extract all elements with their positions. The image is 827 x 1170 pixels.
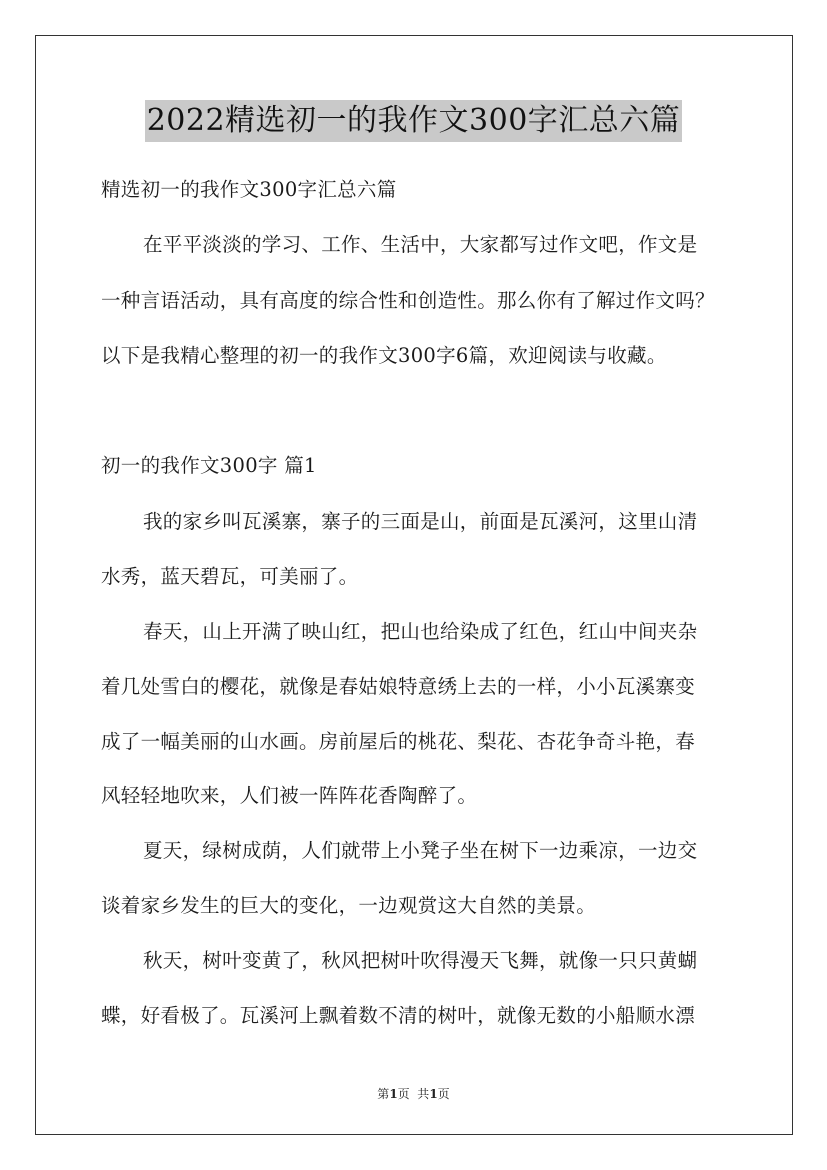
- title-container: [0, 100, 827, 142]
- body-text-line: 一种言语活动，具有高度的综合性和创造性。那么你有了解过作文吗？: [101, 289, 715, 312]
- body-text-line: 水秀，蓝天碧瓦，可美丽了。: [101, 565, 359, 588]
- page-footer: [0, 1085, 827, 1102]
- body-text-line: 夏天，绿树成荫，人们就带上小凳子坐在树下一边乘凉，一边交: [143, 839, 698, 862]
- body-text-line: 春天，山上开满了映山红，把山也给染成了红色，红山中间夹杂: [143, 620, 698, 643]
- body-text-line: 着几处雪白的樱花，就像是春姑娘特意绣上去的一样，小小瓦溪寨变: [101, 675, 696, 698]
- body-text-line: 谈着家乡发生的巨大的变化，一边观赏这大自然的美景。: [101, 894, 597, 917]
- body-text-line: 成了一幅美丽的山水画。房前屋后的桃花、梨花、杏花争奇斗艳，春: [101, 730, 696, 753]
- body-text-line: 初一的我作文300字 篇1: [101, 454, 317, 477]
- body-text-line: 秋天，树叶变黄了，秋风把树叶吹得漫天飞舞，就像一只只黄蝴: [143, 949, 698, 972]
- body-text-line: 蝶，好看极了。瓦溪河上飘着数不清的树叶，就像无数的小船顺水漂: [101, 1004, 696, 1027]
- body-text-line: 以下是我精心整理的初一的我作文300字6篇，欢迎阅读与收藏。: [101, 344, 667, 367]
- footer-page-suffix: 页: [437, 1087, 450, 1101]
- document-title: 2022精选初一的我作文300字汇总六篇: [145, 100, 683, 142]
- body-text-line: 在平平淡淡的学习、工作、生活中，大家都写过作文吧，作文是: [143, 233, 698, 256]
- body-text-line: 我的家乡叫瓦溪寨，寨子的三面是山，前面是瓦溪河，这里山清: [143, 510, 698, 533]
- body-text-line: 风轻轻地吹来，人们被一阵阵花香陶醉了。: [101, 784, 478, 807]
- footer-page-prefix: 第: [377, 1087, 390, 1101]
- footer-total-pages: 1: [429, 1087, 438, 1101]
- footer-page-mid: 页 共: [397, 1087, 430, 1101]
- footer-current-page: 1: [389, 1087, 398, 1101]
- body-text-line: 精选初一的我作文300字汇总六篇: [101, 178, 397, 201]
